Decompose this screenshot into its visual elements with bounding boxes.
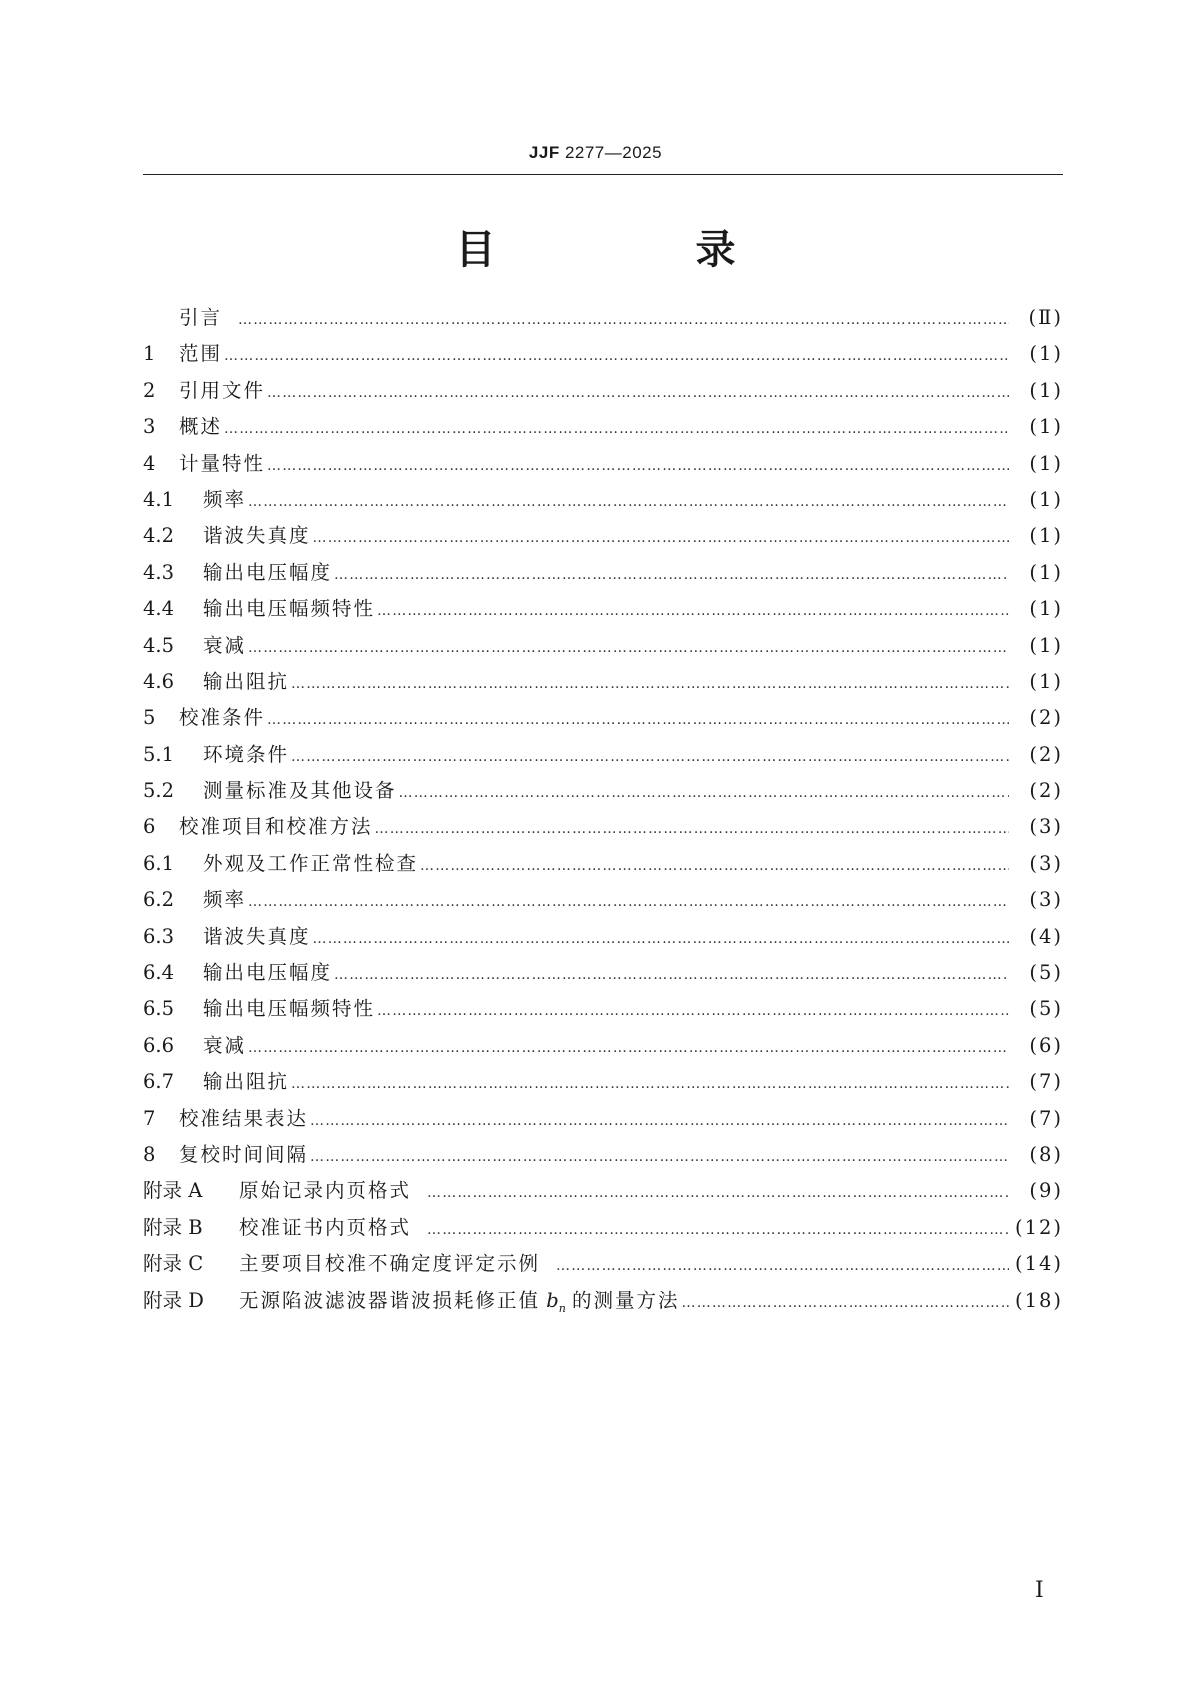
toc-entry[interactable] [143, 375, 1063, 411]
toc-entry-page: (Ⅱ) [1028, 306, 1063, 329]
toc-entry-variable-subscript: n [558, 1301, 566, 1315]
toc-entry-page: (1) [1029, 487, 1063, 511]
toc-entry-label: 计量特性 [179, 451, 266, 475]
toc-leader-dots [313, 931, 1009, 947]
toc-entry-number: 4.2 [143, 524, 175, 548]
toc-entry-label-text: 无源陷波滤波器谐波损耗修正值 [239, 1288, 541, 1312]
toc-entry-number: 7 [143, 1106, 156, 1130]
toc-entry[interactable] [143, 1103, 1063, 1139]
toc-entry-page: (4) [1029, 924, 1063, 948]
toc-entry-number: 4.1 [143, 487, 175, 511]
toc-entry-label: 衰减 [203, 1033, 247, 1057]
toc-entry-number: 6.7 [143, 1070, 175, 1094]
page-number: Ⅰ [1035, 1578, 1044, 1603]
toc-entry-number: 8 [143, 1142, 156, 1166]
toc-entry-label: 谐波失真度 [203, 524, 311, 548]
toc-entry[interactable] [143, 338, 1063, 374]
toc-entry-page: (8) [1029, 1142, 1063, 1166]
toc-leader-dots [224, 348, 1009, 364]
toc-entry-label: 校准证书内页格式 [239, 1215, 412, 1239]
toc-leader-dots [310, 1113, 1009, 1129]
toc-entry-label: 原始记录内页格式 [239, 1179, 412, 1203]
toc-entry-number: 6.3 [143, 924, 175, 948]
toc-entry[interactable] [143, 1066, 1063, 1102]
toc-leader-dots [399, 785, 1009, 801]
toc-entry[interactable] [143, 630, 1063, 666]
toc-entry-page: (2) [1029, 706, 1063, 730]
toc-entry-page: (1) [1029, 378, 1063, 402]
toc-leader-dots [427, 1222, 1009, 1238]
toc-entry-number: 2 [143, 378, 156, 402]
toc-entry-number: 1 [143, 342, 156, 366]
toc-entry[interactable] [143, 775, 1063, 811]
toc-entry-number: 6.2 [143, 888, 175, 912]
toc-entry[interactable] [143, 957, 1063, 993]
toc-entry-page: (2) [1029, 779, 1063, 803]
toc-leader-dots [291, 1076, 1009, 1092]
toc-entry-label: 输出电压幅频特性 [203, 997, 376, 1021]
toc-entry-number: 6.6 [143, 1033, 175, 1057]
toc-entry-label: 频率 [203, 487, 247, 511]
toc-entry[interactable] [143, 1248, 1063, 1284]
toc-entry-number: 附录 A [143, 1179, 203, 1203]
toc-entry-label: 输出电压幅度 [203, 560, 333, 584]
toc-entry-page: (5) [1029, 961, 1063, 985]
toc-entry-number: 4.6 [143, 669, 175, 693]
toc-leader-dots [556, 1258, 1009, 1274]
toc-entry-page: (1) [1029, 669, 1063, 693]
toc-entry-label [239, 1285, 680, 1315]
toc-leader-dots [420, 858, 1009, 874]
toc-entry-label: 谐波失真度 [203, 924, 311, 948]
toc-entry-page: (7) [1029, 1070, 1063, 1094]
toc-entry-page: (3) [1029, 888, 1063, 912]
toc-leader-dots [248, 494, 1009, 510]
toc-entry-variable-symbol: b [546, 1288, 559, 1312]
toc-entry[interactable] [143, 1212, 1063, 1248]
toc-entry-number: 5 [143, 706, 156, 730]
toc-entry-label: 测量标准及其他设备 [203, 779, 397, 803]
page-title: 目 录 [455, 227, 816, 273]
toc-leader-dots [224, 421, 1009, 437]
toc-leader-dots [375, 821, 1009, 837]
toc-leader-dots [427, 1185, 1009, 1201]
toc-leader-dots [377, 603, 1009, 619]
toc-entry[interactable] [143, 1285, 1063, 1321]
toc-entry[interactable] [143, 702, 1063, 738]
toc-entry-page: (1) [1029, 415, 1063, 439]
toc-entry-label-suffix: 的测量方法 [572, 1288, 680, 1312]
toc-entry[interactable] [143, 520, 1063, 556]
toc-entry-number: 4.3 [143, 560, 175, 584]
toc-entry[interactable] [143, 884, 1063, 920]
toc-leader-dots [248, 1040, 1009, 1056]
toc-entry-page: (1) [1029, 524, 1063, 548]
toc-entry-label: 校准结果表达 [179, 1106, 309, 1130]
toc-leader-dots [377, 1003, 1009, 1019]
toc-entry-page: (5) [1029, 997, 1063, 1021]
toc-entry[interactable] [143, 666, 1063, 702]
toc-entry-label: 引言 [179, 306, 223, 329]
toc-entry-number: 附录 B [143, 1215, 203, 1239]
toc-entry-page: (2) [1029, 742, 1063, 766]
toc-entry-number: 4.4 [143, 597, 175, 621]
toc-entry-number: 3 [143, 415, 156, 439]
toc-entry-label: 概述 [179, 415, 223, 439]
toc-entry-label: 衰减 [203, 633, 247, 657]
toc-leader-dots [267, 385, 1009, 401]
toc-entry-number: 附录 C [143, 1252, 204, 1276]
toc-leader-dots [334, 967, 1009, 983]
toc-entry-label: 引用文件 [179, 378, 266, 402]
toc-entry[interactable] [143, 739, 1063, 775]
toc-entry-page: (6) [1029, 1033, 1063, 1057]
toc-entry-page: (3) [1029, 815, 1063, 839]
toc-entry[interactable] [143, 557, 1063, 593]
toc-entry-label: 环境条件 [203, 742, 290, 766]
toc-entry-number: 5.1 [143, 742, 175, 766]
toc-entry[interactable] [143, 921, 1063, 957]
toc-entry[interactable] [143, 593, 1063, 629]
toc-leader-dots [313, 530, 1009, 546]
toc-entry-page: (1) [1029, 597, 1063, 621]
toc-entry-label: 频率 [203, 888, 247, 912]
toc-entry-number: 6.5 [143, 997, 175, 1021]
toc-leader-dots [238, 312, 1009, 328]
toc-entry[interactable] [143, 411, 1063, 447]
toc-entry-page: (1) [1029, 342, 1063, 366]
toc-entry[interactable] [143, 448, 1063, 484]
document-code-prefix: JJF [528, 143, 560, 162]
toc-entry-page: (14) [1014, 1252, 1063, 1276]
toc-entry-number: 6 [143, 815, 156, 839]
toc-entry-label: 主要项目校准不确定度评定示例 [239, 1252, 541, 1276]
toc-entry[interactable] [143, 484, 1063, 520]
toc-leader-dots [291, 749, 1009, 765]
toc-leader-dots [248, 640, 1009, 656]
toc-entry-label: 范围 [179, 342, 223, 366]
toc-entry-page: (1) [1029, 560, 1063, 584]
toc-entry-label: 外观及工作正常性检查 [203, 851, 419, 875]
toc-entry-page: (3) [1029, 851, 1063, 875]
toc-entry-page: (1) [1029, 633, 1063, 657]
toc-entry-label: 校准项目和校准方法 [179, 815, 373, 839]
toc-entry-page: (1) [1029, 451, 1063, 475]
toc-leader-dots [267, 712, 1009, 728]
table-of-contents [143, 302, 1063, 1321]
toc-entry-number: 4 [143, 451, 156, 475]
toc-entry-page: (12) [1014, 1215, 1063, 1239]
toc-entry[interactable] [143, 302, 1063, 338]
toc-entry-page: (9) [1029, 1179, 1063, 1203]
toc-leader-dots [248, 894, 1009, 910]
header-rule [143, 174, 1063, 175]
toc-entry-number: 附录 D [143, 1288, 204, 1312]
toc-entry-number: 6.1 [143, 851, 175, 875]
toc-entry[interactable] [143, 811, 1063, 847]
toc-entry-label: 校准条件 [179, 706, 266, 730]
toc-entry-number: 4.5 [143, 633, 175, 657]
toc-entry[interactable] [143, 993, 1063, 1029]
toc-entry[interactable] [143, 1139, 1063, 1175]
toc-leader-dots [682, 1295, 1009, 1311]
document-code-header [0, 143, 1191, 163]
toc-entry[interactable] [143, 848, 1063, 884]
toc-entry-label: 复校时间间隔 [179, 1142, 309, 1166]
toc-entry-label: 输出电压幅频特性 [203, 597, 376, 621]
toc-entry-variable [540, 1288, 572, 1315]
toc-entry[interactable] [143, 1175, 1063, 1211]
toc-entry-page: (18) [1014, 1288, 1063, 1312]
toc-entry-page: (7) [1029, 1106, 1063, 1130]
toc-entry-label: 输出阻抗 [203, 1070, 290, 1094]
toc-entry-number: 5.2 [143, 779, 175, 803]
toc-entry-number: 6.4 [143, 961, 175, 985]
toc-leader-dots [291, 676, 1009, 692]
document-code-number: 2277—2025 [564, 143, 663, 162]
toc-leader-dots [267, 458, 1009, 474]
toc-entry-label: 输出电压幅度 [203, 961, 333, 985]
toc-entry-label: 输出阻抗 [203, 669, 290, 693]
toc-entry[interactable] [143, 1030, 1063, 1066]
toc-leader-dots [334, 567, 1009, 583]
toc-leader-dots [310, 1149, 1009, 1165]
